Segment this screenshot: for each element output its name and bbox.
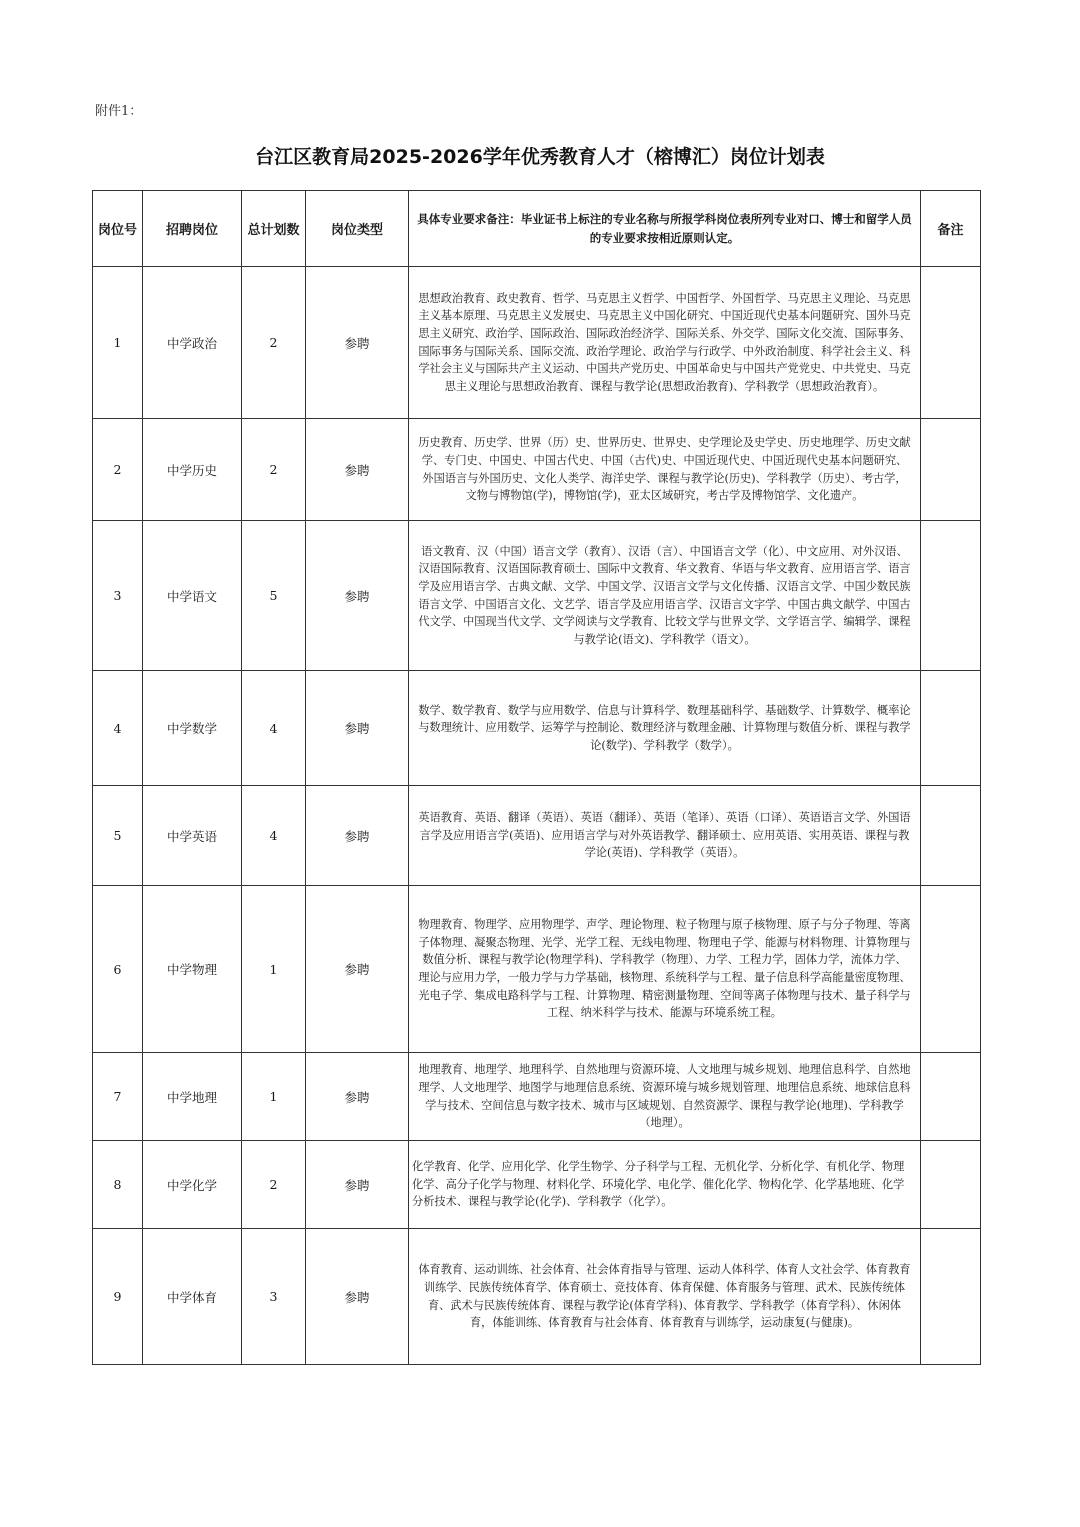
cell-type: 参聘 xyxy=(306,886,409,1053)
cell-position: 中学物理 xyxy=(143,886,242,1053)
cell-post-no: 6 xyxy=(93,886,143,1053)
cell-remarks xyxy=(921,267,981,419)
cell-post-no: 8 xyxy=(93,1141,143,1229)
cell-spec: 语文教育、汉（中国）语言文学（教育）、汉语（言）、中国语言文学（化）、中文应用、对外汉语、汉语国际教育、汉语国际教育硕士、国际中文教育、华文教育、华语与华文教育、应用语言学、语言学及应用语言学、古典文献、文学、中国文学、汉语言文学与文化传播、汉语言文学、中国少数民族语言文学、中国语言文化、文艺学、语言学及应用语言学、汉语言文字学、中国古典文献学、中国古代文学、中国现当代文学、文学阅读与文学教育、比较文学与世界文学、文学语言学、编辑学、课程与教学论(语文)、学科教学（语文）。 xyxy=(409,521,921,671)
cell-remarks xyxy=(921,1053,981,1141)
cell-post-no: 1 xyxy=(93,267,143,419)
cell-remarks xyxy=(921,786,981,886)
cell-type: 参聘 xyxy=(306,671,409,786)
cell-remarks xyxy=(921,419,981,521)
cell-total: 1 xyxy=(242,886,306,1053)
cell-type: 参聘 xyxy=(306,419,409,521)
cell-position: 中学体育 xyxy=(143,1229,242,1365)
cell-spec: 物理教育、物理学、应用物理学、声学、理论物理、粒子物理与原子核物理、原子与分子物理、等离子体物理、凝聚态物理、光学、光学工程、无线电物理、物理电子学、能源与材料物理、计算物理与数值分析、课程与教学论(物理学科)、学科教学（物理）、力学、工程力学，固体力学，流体力学、理论与应用力学，一般力学与力学基础，核物理、系统科学与工程、量子信息科学高能量密度物理、光电子学、集成电路科学与工程、计算物理、精密测量物理、空间等离子体物理与技术、量子科学与工程、纳米科学与技术、能源与环境系统工程。 xyxy=(409,886,921,1053)
cell-total: 1 xyxy=(242,1053,306,1141)
cell-remarks xyxy=(921,671,981,786)
cell-post-no: 9 xyxy=(93,1229,143,1365)
cell-spec: 思想政治教育、政史教育、哲学、马克思主义哲学、中国哲学、外国哲学、马克思主义理论、马克思主义基本原理、马克思主义发展史、马克思主义中国化研究、中国近现代史基本问题研究、国外马克思主义研究、政治学、国际政治、国际政治经济学、国际关系、外交学、国际文化交流、国际事务、国际事务与国际关系、国际交流、政治学理论、政治学与行政学、中外政治制度、科学社会主义、科学社会主义与国际共产主义运动、中国共产党历史、中国革命史与中国共产党党史、中共党史、马克思主义理论与思想政治教育、课程与教学论(思想政治教育)、学科教学（思想政治教育）。 xyxy=(409,267,921,419)
cell-spec: 英语教育、英语、翻译（英语）、英语（翻译）、英语（笔译）、英语（口译）、英语语言文学、外国语言学及应用语言学(英语)、应用语言学与对外英语教学、翻译硕士、应用英语、实用英语、课程与教学论(英语)、学科教学（英语）。 xyxy=(409,786,921,886)
cell-total: 3 xyxy=(242,1229,306,1365)
table-row xyxy=(93,886,981,1053)
cell-position: 中学英语 xyxy=(143,786,242,886)
table-row xyxy=(93,1141,981,1229)
cell-position: 中学数学 xyxy=(143,671,242,786)
header-position: 招聘岗位 xyxy=(143,191,242,267)
header-post-no: 岗位号 xyxy=(93,191,143,267)
header-type: 岗位类型 xyxy=(306,191,409,267)
table-row xyxy=(93,786,981,886)
cell-remarks xyxy=(921,1141,981,1229)
header-spec: 具体专业要求备注：毕业证书上标注的专业名称与所报学科岗位表所列专业对口、博士和留学人员的专业要求按相近原则认定。 xyxy=(409,191,921,267)
cell-position: 中学化学 xyxy=(143,1141,242,1229)
cell-post-no: 4 xyxy=(93,671,143,786)
cell-type: 参聘 xyxy=(306,1229,409,1365)
cell-type: 参聘 xyxy=(306,521,409,671)
cell-remarks xyxy=(921,886,981,1053)
cell-spec: 历史教育、历史学、世界（历）史、世界历史、世界史、史学理论及史学史、历史地理学、历史文献学、专门史、中国史、中国古代史、中国（古代)史、中国近现代史、中国近现代史基本问题研究、外国语言与外国历史、文化人类学、海洋史学、课程与教学论(历史)、学科教学（历史）、考古学，文物与博物馆(学)，博物馆(学)，亚太区域研究，考古学及博物馆学、文化遗产。 xyxy=(409,419,921,521)
table-row xyxy=(93,521,981,671)
cell-type: 参聘 xyxy=(306,786,409,886)
cell-spec: 体育教育、运动训练、社会体育、社会体育指导与管理、运动人体科学、体育人文社会学、体育教育训练学、民族传统体育学、体育硕士、竞技体育、体育保健、体育服务与管理、武术、民族传统体育、武术与民族传统体育、课程与教学论(体育学科)、体育教学、学科教学（体育学科）、休闲体育，体能训练、体育教育与社会体育、体育教育与训练学，运动康复(与健康)。 xyxy=(409,1229,921,1365)
cell-total: 2 xyxy=(242,419,306,521)
cell-type: 参聘 xyxy=(306,1053,409,1141)
cell-type: 参聘 xyxy=(306,1141,409,1229)
cell-position: 中学语文 xyxy=(143,521,242,671)
cell-spec: 化学教育、化学、应用化学、化学生物学、分子科学与工程、无机化学、分析化学、有机化学、物理化学、高分子化学与物理、材料化学、环境化学、电化学、催化化学、物构化学、化学基地班、化学分析技术、课程与教学论(化学)、学科教学（化学）。 xyxy=(409,1141,921,1229)
header-remarks: 备注 xyxy=(921,191,981,267)
header-row xyxy=(93,191,981,267)
cell-type: 参聘 xyxy=(306,267,409,419)
document-title: 台江区教育局2025-2026学年优秀教育人才（榕博汇）岗位计划表 xyxy=(255,146,825,168)
cell-total: 4 xyxy=(242,671,306,786)
table-row xyxy=(93,1053,981,1141)
cell-position: 中学历史 xyxy=(143,419,242,521)
cell-total: 2 xyxy=(242,267,306,419)
cell-remarks xyxy=(921,1229,981,1365)
header-total: 总计划数 xyxy=(242,191,306,267)
cell-total: 4 xyxy=(242,786,306,886)
attachment-label: 附件1： xyxy=(95,104,143,119)
cell-spec: 地理教育、地理学、地理科学、自然地理与资源环境、人文地理与城乡规划、地理信息科学、自然地理学、人文地理学、地图学与地理信息系统、资源环境与城乡规划管理、地理信息系统、地球信息科学与技术、空间信息与数字技术、城市与区域规划、自然资源学、课程与教学论(地理)、学科教学（地理）。 xyxy=(409,1053,921,1141)
cell-total: 2 xyxy=(242,1141,306,1229)
cell-post-no: 7 xyxy=(93,1053,143,1141)
table-row xyxy=(93,267,981,419)
table-row xyxy=(93,1229,981,1365)
position-plan-table xyxy=(92,190,981,1365)
cell-post-no: 2 xyxy=(93,419,143,521)
cell-total: 5 xyxy=(242,521,306,671)
cell-remarks xyxy=(921,521,981,671)
cell-spec: 数学、数学教育、数学与应用数学、信息与计算科学、数理基础科学、基础数学、计算数学、概率论与数理统计、应用数学、运筹学与控制论、数理经济与数理金融、计算物理与数值分析、课程与教学论(数学)、学科教学（数学）。 xyxy=(409,671,921,786)
table-row xyxy=(93,671,981,786)
cell-post-no: 5 xyxy=(93,786,143,886)
cell-post-no: 3 xyxy=(93,521,143,671)
table-row xyxy=(93,419,981,521)
cell-position: 中学政治 xyxy=(143,267,242,419)
cell-position: 中学地理 xyxy=(143,1053,242,1141)
